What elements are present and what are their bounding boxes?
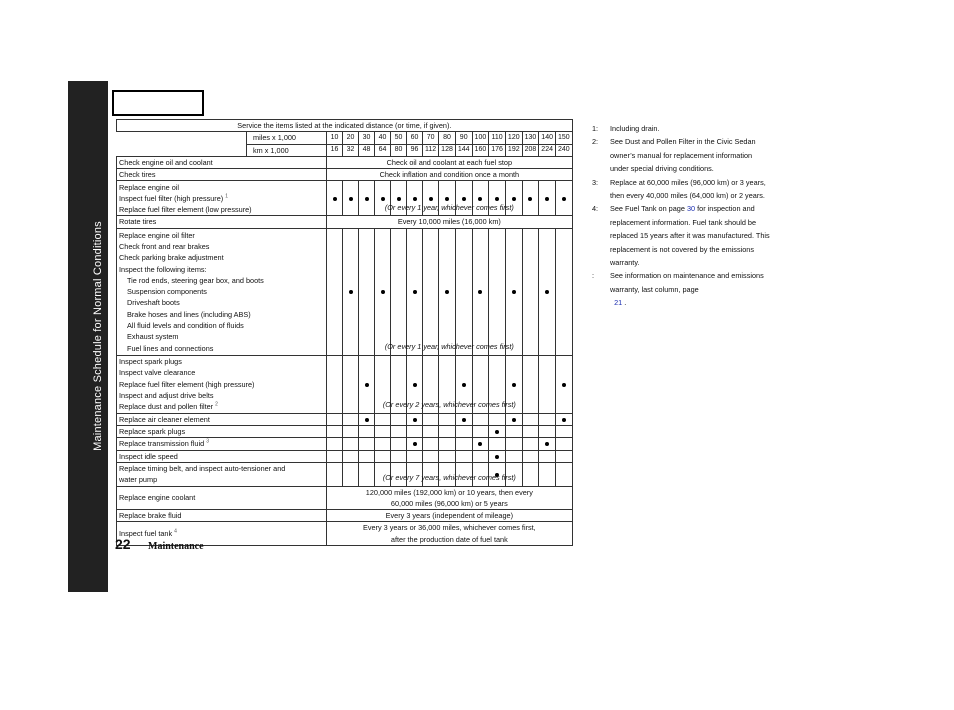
schedule-cell — [391, 438, 407, 450]
footnote-text: Replace at 60,000 miles (96,000 km) or 3 years, then every 40,000 miles (64,000 km) or 2 years. — [610, 177, 766, 201]
schedule-cell — [489, 228, 506, 355]
schedule-cell — [505, 413, 522, 425]
km-label: km x 1,000 — [247, 144, 327, 156]
schedule-cell — [555, 228, 572, 355]
km-row — [117, 144, 573, 156]
miles-cell: 100 — [472, 132, 489, 144]
schedule-cell — [423, 228, 439, 355]
km-cell: 128 — [439, 144, 456, 156]
schedule-cell — [472, 450, 489, 462]
note-check-tires: Check inflation and condition once a month — [327, 169, 573, 181]
schedule-cell — [391, 426, 407, 438]
schedule-cell — [455, 228, 472, 355]
item-fuel-tank: Inspect fuel tank $^4$ — [117, 522, 327, 546]
item-line: Inspect and adjust drive belts — [119, 390, 214, 400]
km-cell: 208 — [522, 144, 539, 156]
service-dot — [462, 383, 466, 387]
miles-cell: 30 — [359, 132, 375, 144]
schedule-cell — [359, 438, 375, 450]
service-dot — [413, 197, 417, 201]
schedule-cell — [539, 181, 556, 216]
miles-cell: 70 — [423, 132, 439, 144]
table-row — [117, 426, 573, 438]
schedule-cell — [327, 438, 343, 450]
note-oil-change: (Or every 1 year, whichever comes first) — [384, 202, 514, 212]
service-dot — [478, 290, 482, 294]
schedule-cell — [343, 450, 359, 462]
service-dot — [413, 383, 417, 387]
schedule-cell — [407, 450, 423, 462]
schedule-cell — [327, 181, 343, 216]
miles-cell: 60 — [407, 132, 423, 144]
schedule-cell — [375, 228, 391, 355]
note-rotate-tires: Every 10,000 miles (16,000 km) — [327, 216, 573, 228]
blank-cell — [117, 132, 247, 144]
schedule-cell — [359, 426, 375, 438]
service-dot — [512, 418, 516, 422]
note-line: after the production date of fuel tank — [390, 534, 508, 544]
item-oil-change — [117, 181, 327, 216]
item-line: Inspect valve clearance — [119, 368, 196, 378]
service-dot — [365, 418, 369, 422]
service-dot — [429, 197, 433, 201]
km-cell: 80 — [391, 144, 407, 156]
item-spark-group — [117, 355, 327, 413]
note-spark: (Or every 2 years, whichever comes first) — [382, 400, 516, 410]
service-dot — [512, 383, 516, 387]
footnote-mark: 4 — [174, 528, 177, 535]
schedule-cell — [343, 462, 359, 486]
schedule-cell — [343, 426, 359, 438]
service-dot — [445, 290, 449, 294]
section-side-tab-label: Maintenance Schedule for Normal Conditions — [92, 221, 104, 451]
footnote — [592, 122, 772, 135]
schedule-cell — [455, 413, 472, 425]
schedule-cell — [489, 413, 506, 425]
note-brake-fluid: Every 3 years (independent of mileage) — [327, 510, 573, 522]
schedule-cell — [555, 462, 572, 486]
schedule-cell — [489, 426, 506, 438]
service-dot — [397, 197, 401, 201]
table-row — [117, 216, 573, 228]
service-dot — [413, 290, 417, 294]
schedule-cell — [327, 228, 343, 355]
item-line: Inspect the following items: — [119, 264, 207, 274]
footnote-number: 2: — [592, 137, 599, 147]
page-number: 22 — [115, 536, 131, 552]
schedule-cell — [539, 228, 556, 355]
note-fuel-tank — [327, 522, 573, 546]
schedule-cell — [539, 438, 556, 450]
service-dot — [462, 197, 466, 201]
schedule-cell — [407, 413, 423, 425]
schedule-cell — [472, 438, 489, 450]
miles-cell: 90 — [455, 132, 472, 144]
note-engine-coolant — [327, 486, 573, 510]
schedule-cell — [522, 462, 539, 486]
km-cell: 96 — [407, 144, 423, 156]
schedule-cell — [505, 450, 522, 462]
service-dot — [381, 197, 385, 201]
footnote-mark: 3 — [206, 438, 209, 445]
schedule-cell — [522, 355, 539, 413]
item-spark-plugs: Replace spark plugs — [117, 426, 327, 438]
page-section-title: Maintenance — [148, 541, 204, 552]
schedule-cell — [489, 450, 506, 462]
footnote-text: See information on maintenance and emissions warranty, last column, page 21 . — [610, 271, 764, 308]
schedule-cell — [327, 462, 343, 486]
item-line: Check front and rear brakes — [119, 241, 210, 251]
schedule-cell — [455, 426, 472, 438]
table-header-row — [117, 120, 573, 132]
schedule-cell — [472, 413, 489, 425]
item-line: Replace fuel filter element (low pressure) — [119, 205, 252, 215]
header-note: Service the items listed at the indicated distance (or time, if given). — [117, 120, 573, 132]
table-row — [117, 413, 573, 425]
table-row — [117, 169, 573, 181]
service-dot — [478, 442, 482, 446]
km-cell: 32 — [343, 144, 359, 156]
service-dot — [562, 383, 566, 387]
table-row — [117, 438, 573, 450]
item-check-tires: Check tires — [117, 169, 327, 181]
service-dot — [462, 418, 466, 422]
page-link[interactable]: 30 — [686, 204, 696, 214]
km-cell: 48 — [359, 144, 375, 156]
schedule-cell — [407, 426, 423, 438]
service-dot — [333, 197, 337, 201]
km-cell: 112 — [423, 144, 439, 156]
item-line: Inspect fuel filter (high pressure) $^1$ — [119, 193, 229, 203]
sub-item-line: Driveshaft boots — [127, 298, 180, 308]
service-dot — [495, 197, 499, 201]
miles-cell: 150 — [555, 132, 572, 144]
schedule-cell — [375, 413, 391, 425]
schedule-cell — [423, 450, 439, 462]
schedule-cell — [522, 438, 539, 450]
schedule-cell — [555, 450, 572, 462]
km-cell: 160 — [472, 144, 489, 156]
schedule-cell — [423, 413, 439, 425]
schedule-cell — [423, 438, 439, 450]
item-line: Replace engine oil — [119, 182, 180, 192]
schedule-cell — [439, 228, 456, 355]
sub-item-line: Brake hoses and lines (including ABS) — [127, 309, 251, 319]
note-line: 60,000 miles (96,000 km) or 5 years — [390, 498, 508, 508]
km-cell: 224 — [539, 144, 556, 156]
footnote — [592, 176, 772, 203]
miles-row — [117, 132, 573, 144]
schedule-cell — [505, 426, 522, 438]
service-dot — [413, 442, 417, 446]
schedule-cell — [522, 181, 539, 216]
schedule-cell — [375, 450, 391, 462]
sub-item-line: Suspension components — [127, 287, 207, 297]
footnote-text: See Dust and Pollen Filter in the Civic Sedan owner’s manual for replacement information under special driving conditions. — [610, 137, 756, 174]
service-dot — [349, 197, 353, 201]
item-line: water pump — [119, 475, 158, 485]
schedule-cell — [327, 413, 343, 425]
footnote-number: 4: — [592, 204, 599, 214]
schedule-cell — [407, 438, 423, 450]
item-check-oil: Check engine oil and coolant — [117, 156, 327, 168]
item-line: Inspect spark plugs — [119, 357, 182, 367]
service-dot — [349, 290, 353, 294]
schedule-cell — [375, 438, 391, 450]
item-transmission-fluid: Replace transmission fluid $^3$ — [117, 438, 327, 450]
sub-item-line: Tie rod ends, steering gear box, and boots — [127, 275, 264, 285]
schedule-cell — [359, 228, 375, 355]
schedule-cell — [522, 450, 539, 462]
item-idle-speed: Inspect idle speed — [117, 450, 327, 462]
miles-cell: 10 — [327, 132, 343, 144]
schedule-cell — [343, 181, 359, 216]
schedule-cell — [522, 426, 539, 438]
item-line: Replace fuel filter element (high pressure) — [119, 379, 255, 389]
table-row — [117, 156, 573, 168]
schedule-cell — [555, 355, 572, 413]
miles-cell: 110 — [489, 132, 506, 144]
km-cell: 176 — [489, 144, 506, 156]
schedule-cell — [343, 355, 359, 413]
schedule-cell — [522, 228, 539, 355]
miles-label: miles x 1,000 — [247, 132, 327, 144]
schedule-cell — [455, 450, 472, 462]
schedule-cell — [327, 355, 343, 413]
schedule-cell — [391, 413, 407, 425]
item-line: Replace timing belt, and inspect auto-tensioner and — [119, 463, 286, 473]
schedule-cell — [489, 438, 506, 450]
sub-item-line: Fuel lines and connections — [127, 343, 214, 353]
schedule-cell — [539, 426, 556, 438]
schedule-cell — [327, 426, 343, 438]
miles-cell: 120 — [505, 132, 522, 144]
miles-cell: 130 — [522, 132, 539, 144]
schedule-cell — [539, 413, 556, 425]
note-timing-belt: (Or every 7 years, whichever comes first) — [382, 473, 516, 483]
service-dot — [512, 197, 516, 201]
schedule-cell — [439, 438, 456, 450]
km-cell: 240 — [555, 144, 572, 156]
km-cell: 16 — [327, 144, 343, 156]
schedule-cell — [455, 438, 472, 450]
schedule-cell — [343, 228, 359, 355]
footnote-number: 3: — [592, 177, 599, 187]
item-brake-fluid: Replace brake fluid — [117, 510, 327, 522]
km-cell: 144 — [455, 144, 472, 156]
schedule-cell — [391, 450, 407, 462]
schedule-cell — [327, 450, 343, 462]
km-cell: 64 — [375, 144, 391, 156]
schedule-cell — [472, 228, 489, 355]
note-check-oil: Check oil and coolant at each fuel stop — [327, 156, 573, 168]
schedule-cell — [555, 413, 572, 425]
schedule-cell — [505, 438, 522, 450]
footnote — [592, 269, 772, 309]
blank-cell — [117, 144, 247, 156]
schedule-cell — [539, 462, 556, 486]
schedule-cell — [539, 450, 556, 462]
schedule-cell — [472, 426, 489, 438]
footnote — [592, 202, 772, 269]
footnote — [592, 135, 772, 175]
service-dot — [495, 455, 499, 459]
service-dot — [381, 290, 385, 294]
schedule-cell — [343, 438, 359, 450]
service-dot — [478, 197, 482, 201]
service-dot — [445, 197, 449, 201]
sub-item-line: All fluid levels and condition of fluids — [127, 321, 244, 331]
schedule-cell — [359, 450, 375, 462]
miles-cell: 20 — [343, 132, 359, 144]
footnote-mark: 1 — [225, 193, 229, 200]
schedule-cell — [343, 413, 359, 425]
footnotes — [592, 122, 772, 310]
service-dot — [365, 197, 369, 201]
service-dot — [413, 418, 417, 422]
schedule-cell — [555, 438, 572, 450]
item-timing-belt — [117, 462, 327, 486]
schedule-cell — [439, 426, 456, 438]
service-dot — [545, 290, 549, 294]
footnote-text: Including drain. — [610, 124, 660, 133]
schedule-cell — [375, 426, 391, 438]
schedule-cell — [539, 355, 556, 413]
service-dot — [562, 197, 566, 201]
item-air-cleaner: Replace air cleaner element — [117, 413, 327, 425]
service-dot — [545, 442, 549, 446]
item-line: Replace dust and pollen filter $^2$ — [119, 401, 218, 412]
footnote-number: : — [592, 271, 595, 281]
miles-cell: 40 — [375, 132, 391, 144]
schedule-cell — [359, 462, 375, 486]
schedule-cell — [359, 355, 375, 413]
footnote-number: 1: — [592, 124, 599, 133]
schedule-cell — [391, 228, 407, 355]
table-row — [117, 510, 573, 522]
item-line: Replace engine oil filter — [119, 230, 195, 240]
miles-cell: 80 — [439, 132, 456, 144]
schedule-cell — [423, 426, 439, 438]
footnote-mark: 2 — [215, 401, 218, 408]
note-inspect: (Or every 1 year, whichever comes first) — [384, 342, 514, 352]
schedule-cell — [522, 413, 539, 425]
item-engine-coolant: Replace engine coolant — [117, 486, 327, 510]
service-dot — [365, 383, 369, 387]
sub-item-line: Exhaust system — [127, 332, 179, 342]
footnote-text: See Fuel Tank on page 30 for inspection and replacement information. Fuel tank should be replaced 15 years after it was manufactured. This replacement is not covered by the emissions warranty. — [610, 204, 770, 268]
schedule-cell — [407, 228, 423, 355]
service-dot — [562, 418, 566, 422]
page-link[interactable]: 21 — [614, 298, 623, 308]
schedule-cell — [439, 413, 456, 425]
title-box — [112, 90, 204, 116]
note-line: 120,000 miles (192,000 km) or 10 years, then every — [365, 487, 533, 497]
table-row — [117, 228, 573, 355]
miles-cell: 140 — [539, 132, 556, 144]
schedule-cell — [359, 181, 375, 216]
table-row — [117, 450, 573, 462]
item-inspect-group — [117, 228, 327, 355]
schedule-cell — [555, 181, 572, 216]
note-line: Every 3 years or 36,000 miles, whichever comes first, — [362, 523, 536, 533]
service-dot — [528, 197, 532, 201]
service-dot — [512, 290, 516, 294]
service-dot — [545, 197, 549, 201]
schedule-cell — [505, 228, 522, 355]
km-cell: 192 — [505, 144, 522, 156]
schedule-cell — [555, 426, 572, 438]
service-dot — [495, 430, 499, 434]
table-row — [117, 486, 573, 510]
item-rotate-tires: Rotate tires — [117, 216, 327, 228]
item-line: Check parking brake adjustment — [119, 253, 224, 263]
schedule-cell — [359, 413, 375, 425]
schedule-cell — [439, 450, 456, 462]
miles-cell: 50 — [391, 132, 407, 144]
